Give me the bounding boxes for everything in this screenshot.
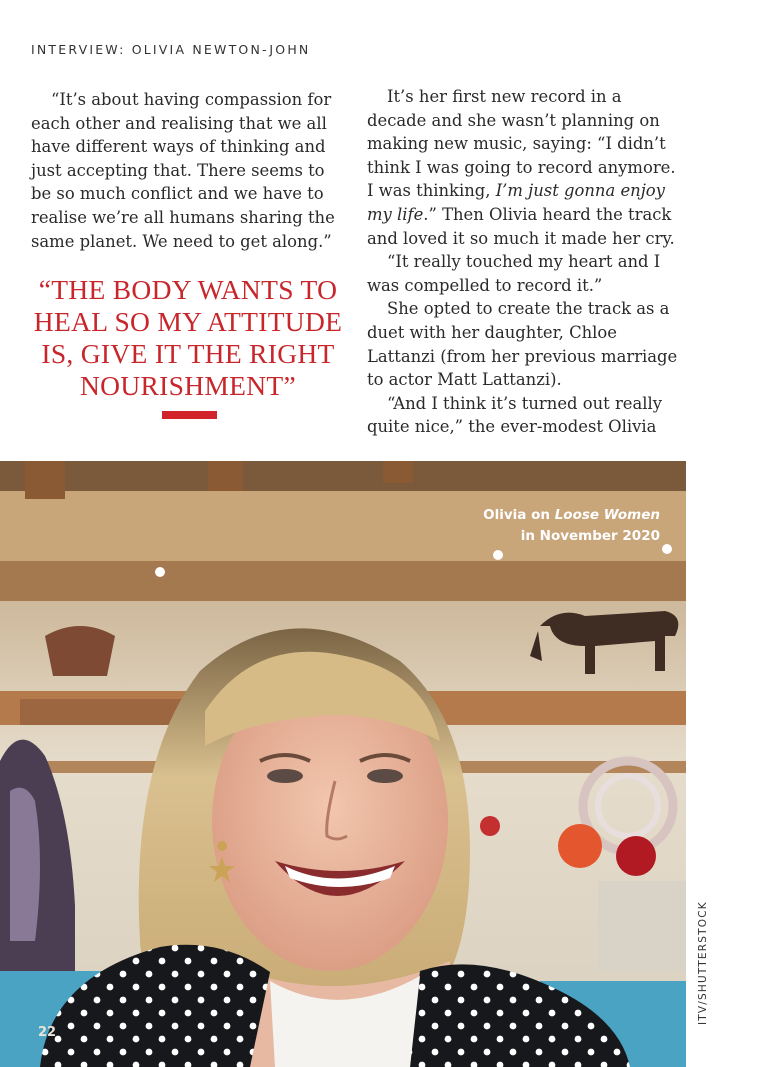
- body-text-italic: I’m just gonna enjoy my life: [367, 181, 665, 224]
- body-paragraph: She opted to create the track as a duet with her daughter, Chloe Lattanzi (from her previous marriage to actor Matt Lattanzi).: [367, 299, 678, 390]
- pull-quote-line: “THE BODY WANTS TO: [38, 274, 338, 305]
- photo-caption: [483, 505, 660, 547]
- section-header: INTERVIEW: OLIVIA NEWTON-JOHN: [31, 42, 311, 57]
- pull-quote-rule: [162, 411, 217, 419]
- page-number: 22: [38, 1025, 57, 1040]
- body-paragraph: “And I think it’s turned out really quite nice,” the ever-modest Olivia: [367, 393, 662, 437]
- body-paragraph: “It really touched my heart and I was compelled to record it.”: [367, 252, 661, 295]
- photo-credit: ITV/SHUTTERSTOCK: [697, 901, 709, 1025]
- pull-quote-line: HEAL SO MY ATTITUDE: [33, 306, 343, 337]
- left-column: [31, 88, 336, 253]
- body-text: .” Then Olivia heard the track and loved it so much it made her cry.: [367, 204, 675, 248]
- photo-olivia: [0, 461, 686, 1067]
- caption-text: Olivia on: [483, 507, 555, 523]
- pull-quote-line: NOURISHMENT”: [80, 370, 296, 401]
- body-text: It’s her first new record in a decade and she wasn’t planning on making new music, saying: “I didn’t think I was going to record anymore. I was thinking,: [367, 87, 676, 201]
- pull-quote: [31, 274, 345, 402]
- body-paragraph: [367, 85, 683, 250]
- caption-line: in November 2020: [520, 528, 660, 544]
- right-column: [367, 85, 683, 439]
- body-paragraph: “It’s about having compassion for each other and realising that we all have different ways of thinking and just accepting that. There seems to be so much conflict and we have to realise we’re all humans sharing the same planet. We need to get along.”: [31, 90, 335, 251]
- caption-line: [483, 505, 660, 526]
- photo-illustration: [0, 461, 686, 1067]
- pull-quote-line: IS, GIVE IT THE RIGHT: [41, 338, 335, 369]
- caption-italic: Loose Women: [554, 507, 660, 523]
